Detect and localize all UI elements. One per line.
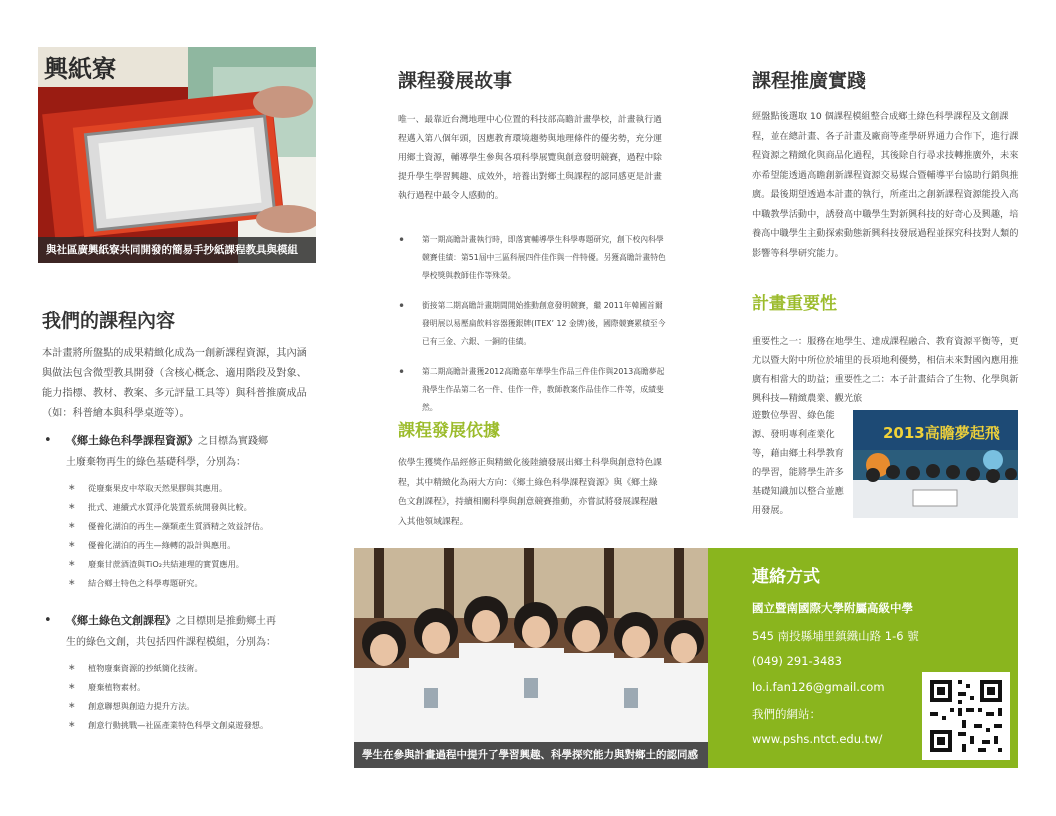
kit-title: 《鄉土綠色文創課程》	[66, 614, 176, 627]
kit-title: 《鄉土綠色科學課程資源》	[66, 434, 198, 447]
plan-importance-paragraph-continued: 遊數位學習、綠色能源、發明專利產業化等，藉由鄉土科學教育的學習，能將學生許多基礎知識加以整合並應用發展。	[752, 410, 844, 516]
kit-item: ∗ 創意聯想與創造力提升方法。	[42, 697, 318, 716]
papermaking-illustration	[38, 47, 316, 263]
contact-heading: 連絡方式	[752, 567, 820, 587]
kit-item: ∗ 批式、連續式水質淨化裝置系統開發與比較。	[42, 498, 318, 517]
kit-heading	[42, 610, 318, 653]
students-group-photo	[354, 548, 708, 768]
achievement-item: • 第二期高瞻計畫獲2012高瞻嘉年華學生作品三件佳作與2013高瞻夢起飛學生作品第二名一件、佳作一件，教師教案作品佳作二件等，成績斐然。	[398, 363, 666, 417]
website-label: 我們的網站：	[752, 707, 821, 721]
kit-item: ∗ 優養化湖泊的再生—藻類產生質酒精之效益評估。	[42, 517, 318, 536]
photo-caption: 與社區廣興紙寮共同開發的簡易手抄紙課程教具與模組	[38, 237, 316, 263]
development-basis-heading: 課程發展依據	[398, 421, 500, 441]
papermaking-photo	[38, 47, 316, 263]
school-name: 國立暨南國際大學附屬高級中學	[752, 601, 913, 615]
award-ceremony-photo	[853, 410, 1018, 518]
photo-caption: 學生在參與計畫過程中提升了學習興趣、科學探究能力與對鄉土的認同感	[354, 742, 708, 768]
course-promotion-heading: 課程推廣實踐	[752, 70, 867, 92]
kit-description-a: 之目標為實踐鄉	[198, 436, 268, 447]
kit-item: ∗ 從廢棄果皮中萃取天然果膠與其應用。	[42, 479, 318, 498]
website-link[interactable]: www.pshs.ntct.edu.tw/	[752, 732, 883, 746]
green-creative-kit	[42, 610, 318, 735]
paper-shop-sign: 興紙寮	[44, 54, 116, 83]
qr-code[interactable]	[922, 672, 1010, 760]
kit-item-list	[42, 479, 318, 593]
kit-description-a: 之目標則是推動鄉土再	[176, 616, 276, 627]
kit-item: ∗ 植物廢棄資源的抄紙簡化技術。	[42, 659, 318, 678]
kit-item-list	[42, 659, 318, 735]
kit-item: ∗ 優養化湖泊的再生—綠轉的設計與應用。	[42, 536, 318, 555]
kit-heading	[42, 430, 318, 473]
kit-item: ∗ 創意行動挑戰—社區產業特色科學文創桌遊發想。	[42, 716, 318, 735]
development-basis-paragraph: 依學生獲獎作品經修正與精緻化後陸續發展出鄉土科學與創意特色課程，其中精緻化為兩大方向：《鄉土綠色科學課程資源》與《鄉土綠色文創課程》，持續相關科學與創意競賽推動，亦嘗試將發展課程融入其他領域課程。	[398, 458, 662, 527]
phone-number: (049) 291-3483	[752, 654, 842, 668]
kit-item: ∗ 結合鄉土特色之科學專題研究。	[42, 574, 318, 593]
students-illustration	[354, 548, 708, 768]
kit-description-b: 土廢棄物再生的綠色基礎科學，分別為：	[66, 457, 246, 468]
kit-item: ∗ 廢棄植物素材。	[42, 678, 318, 697]
plan-importance-heading: 計畫重要性	[752, 294, 837, 314]
course-story-heading: 課程發展故事	[398, 70, 513, 92]
course-content-intro: 本計畫將所盤點的成果精緻化成為一創新課程資源，其內涵與做法包含微型教具開發（含核心概念、適用階段及對象、能力指標、教材、教案、多元評量工具等）與科普推廣成品（如：科普繪本與科學桌遊等）。	[42, 348, 307, 419]
email-link[interactable]: lo.i.fan126@gmail.com	[752, 680, 885, 694]
achievement-item: • 銜接第二期高瞻計畫期間開始推動創意發明競賽，繼 2011年韓國首爾發明展以易壓扁飲料容器獲銀牌(ITEX’ 12 金牌)後，國際競賽累積至今已有三金、六銀、一銅的佳績。	[398, 297, 666, 351]
achievement-list	[398, 231, 666, 429]
event-banner: 2013高瞻夢起飛	[883, 424, 1000, 442]
plan-importance-paragraph: 重要性之一：服務在地學生、達成課程融合、教育資源平衡等，更尤以暨大附中所位於埔里的長項地利優勢，相信未來對國內應用推廣有相當大的助益；重要性之二：本子計畫結合了生物、化學與新興科技—精緻農業、觀光旅	[752, 336, 1019, 404]
kit-item: ∗ 廢棄甘蔗酒渣與TiO₂共結連理的實質應用。	[42, 555, 318, 574]
course-promotion-paragraph: 經盤點後選取 10 個課程模組整合成鄉土綠色科學課程及文創課程，並在總計畫、各子計畫及廠商等產學研界通力合作下，進行課程資源之精緻化與商品化過程，其後除自行尋求技轉推廣外，未來亦希望能透過高瞻創新課程資源交易媒合暨輔導平台協助行銷與推廣。最後期望透過本計畫的執行，所產出之創新課程資源能投入高中職教學活動中，誘發高中職學生對新興科技的好奇心及興趣，培養高中職學生主動探索動態新興科技發展過程並探究科技對人類的影響等科學研究能力。	[752, 111, 1019, 259]
award-illustration	[853, 410, 1018, 518]
course-content-heading: 我們的課程內容	[42, 310, 176, 332]
address: 545 南投縣埔里鎮鐵山路 1-6 號	[752, 629, 919, 643]
kit-description-b: 生的綠色文創，共包括四件課程模組，分別為：	[66, 637, 276, 648]
qr-code-graphic	[922, 672, 1010, 760]
contact-panel	[708, 548, 1018, 768]
green-science-kit	[42, 430, 318, 593]
course-story-paragraph: 唯一、最靠近台灣地理中心位置的科技部高瞻計畫學校，計畫執行過程邁入第八個年頭，因應教育環境趨勢與地理條件的優劣勢，充分運用鄉土資源，輔導學生參與各項科學展覽與創意發明競賽，過程中除提升學生學習興趣、成效外，培養出對鄉土與課程的認同感更是計畫執行過程中最令人感動的。	[398, 115, 662, 201]
achievement-item: • 第一期高瞻計畫執行時，即落實輔導學生科學專題研究，創下校內科學競賽佳績：第51屆中三區科展四件佳作與一件特優。另獲高瞻計畫特色學校獎與教師佳作等殊榮。	[398, 231, 666, 285]
